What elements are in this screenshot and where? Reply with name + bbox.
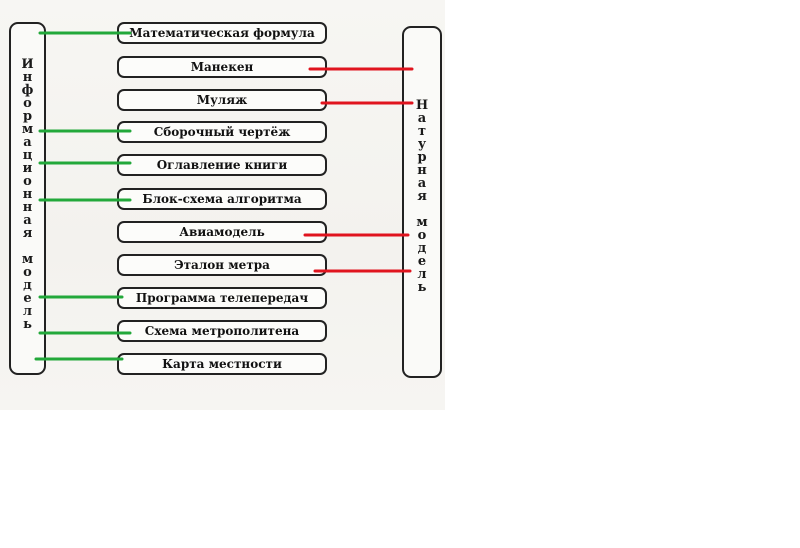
- info-char: м: [21, 252, 34, 267]
- natural-char: н: [417, 163, 427, 178]
- info-char: н: [22, 200, 33, 215]
- info-char: м: [21, 122, 34, 137]
- info-char: а: [23, 213, 32, 228]
- item-aircraft-model: Авиамодель: [117, 221, 327, 243]
- info-char: И: [21, 57, 34, 72]
- info-char: я: [22, 226, 33, 241]
- natural-char: р: [417, 150, 427, 165]
- info-char: о: [23, 265, 32, 280]
- natural-char: а: [417, 111, 427, 126]
- item-math-formula: Математическая формула: [117, 22, 327, 44]
- item-tv-program: Программа телепередач: [117, 287, 327, 309]
- info-char: о: [23, 96, 32, 111]
- info-char: н: [22, 187, 33, 202]
- info-char: д: [23, 278, 32, 293]
- item-meter-standard: Эталон метра: [117, 254, 327, 276]
- natural-char: Н: [415, 98, 429, 113]
- item-assembly-drawing: Сборочный чертёж: [117, 121, 327, 143]
- natural-char: м: [416, 215, 428, 230]
- info-char: о: [23, 174, 32, 189]
- natural-char: о: [417, 228, 427, 243]
- natural-char: е: [417, 254, 427, 269]
- info-char: р: [22, 109, 33, 124]
- natural-char: т: [417, 124, 427, 139]
- natural-char: а: [417, 176, 427, 191]
- item-book-contents: Оглавление книги: [117, 154, 327, 176]
- natural-char: д: [417, 241, 427, 256]
- info-char: ц: [22, 148, 33, 163]
- natural-char: у: [417, 137, 427, 152]
- info-char: ф: [21, 83, 34, 98]
- natural-char: я: [417, 189, 427, 204]
- natural-char: л: [417, 267, 427, 282]
- item-metro-map: Схема метрополитена: [117, 320, 327, 342]
- item-dummy: Муляж: [117, 89, 327, 111]
- info-char: н: [22, 70, 33, 85]
- natural-char: ь: [417, 280, 427, 295]
- info-char: а: [23, 135, 32, 150]
- item-terrain-map: Карта местности: [117, 353, 327, 375]
- info-char: ь: [23, 317, 32, 332]
- info-char: и: [22, 161, 33, 176]
- item-mannequin: Манекен: [117, 56, 327, 78]
- info-char: л: [22, 304, 33, 319]
- info-char: е: [23, 291, 32, 306]
- item-algorithm-flowchart: Блок-схема алгоритма: [117, 188, 327, 210]
